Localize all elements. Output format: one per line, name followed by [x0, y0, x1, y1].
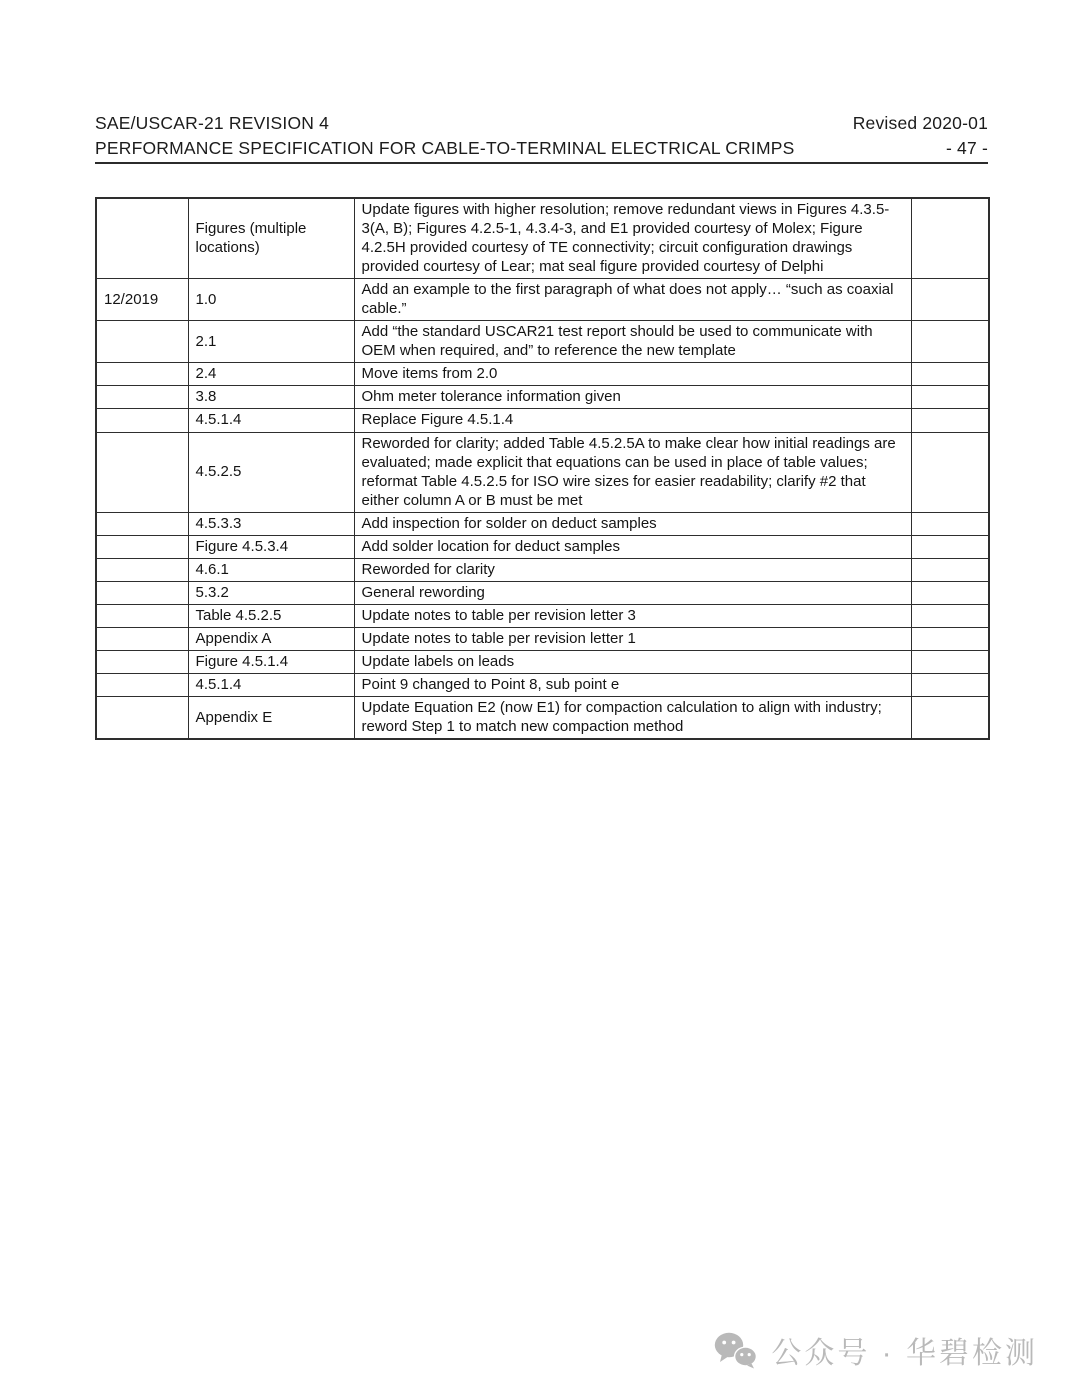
description-cell: Add inspection for solder on deduct samples — [354, 512, 911, 535]
description-cell: Update Equation E2 (now E1) for compaction calculation to align with industry; reword Step 1 to match new compaction method — [354, 697, 911, 740]
wechat-icon — [714, 1332, 758, 1369]
description-cell: Replace Figure 4.5.1.4 — [354, 409, 911, 432]
revision-date-cell — [96, 627, 188, 650]
description-cell: Add solder location for deduct samples — [354, 535, 911, 558]
section-cell: 4.5.3.3 — [188, 512, 354, 535]
page-number: - 47 - — [945, 138, 988, 158]
table-row — [96, 558, 989, 581]
spec-title: PERFORMANCE SPECIFICATION FOR CABLE-TO-TERMINAL ELECTRICAL CRIMPS — [95, 138, 795, 158]
notes-cell — [911, 198, 989, 279]
section-cell: 5.3.2 — [188, 581, 354, 604]
notes-cell — [911, 279, 989, 321]
table-row — [96, 674, 989, 697]
notes-cell — [911, 432, 989, 512]
header-line-2 — [95, 138, 988, 164]
table-row — [96, 627, 989, 650]
description-cell: Add an example to the first paragraph of what does not apply… “such as coaxial cable.” — [354, 279, 911, 321]
section-cell: 4.5.1.4 — [188, 409, 354, 432]
revision-date-cell — [96, 432, 188, 512]
description-cell: Point 9 changed to Point 8, sub point e — [354, 674, 911, 697]
table-row — [96, 363, 989, 386]
page-header — [95, 113, 988, 164]
description-cell: Update figures with higher resolution; remove redundant views in Figures 4.3.5-3(A, B); Figures 4.2.5-1, 4.3.4-3, and E1 provided courtesy of Molex; Figure 4.2.5H provided courtesy of TE connectivity; circuit configuration drawings provided courtesy of Lear; mat seal figure provided courtesy of Delphi — [354, 198, 911, 279]
revision-date-cell — [96, 386, 188, 409]
description-cell: Ohm meter tolerance information given — [354, 386, 911, 409]
section-cell: 4.6.1 — [188, 558, 354, 581]
revision-history-table — [95, 197, 990, 740]
table-row — [96, 409, 989, 432]
section-cell: Figure 4.5.1.4 — [188, 650, 354, 673]
table-row — [96, 604, 989, 627]
table-row — [96, 581, 989, 604]
revised-date: Revised 2020-01 — [852, 113, 988, 133]
section-cell: 2.4 — [188, 363, 354, 386]
notes-cell — [911, 363, 989, 386]
section-cell: 4.5.2.5 — [188, 432, 354, 512]
description-cell: General rewording — [354, 581, 911, 604]
table-row — [96, 697, 989, 740]
notes-cell — [911, 409, 989, 432]
section-cell: Figures (multiple locations) — [188, 198, 354, 279]
notes-cell — [911, 604, 989, 627]
table-row — [96, 386, 989, 409]
revision-date-cell — [96, 650, 188, 673]
notes-cell — [911, 386, 989, 409]
description-cell: Update notes to table per revision letter 3 — [354, 604, 911, 627]
doc-title: SAE/USCAR-21 REVISION 4 — [95, 113, 330, 133]
notes-cell — [911, 558, 989, 581]
section-cell: Appendix A — [188, 627, 354, 650]
section-cell: 4.5.1.4 — [188, 674, 354, 697]
table-row — [96, 650, 989, 673]
description-cell: Move items from 2.0 — [354, 363, 911, 386]
revision-date-cell — [96, 363, 188, 386]
header-line-1 — [95, 113, 988, 134]
revision-date-cell — [96, 581, 188, 604]
notes-cell — [911, 674, 989, 697]
revision-date-cell — [96, 604, 188, 627]
notes-cell — [911, 627, 989, 650]
revision-date-cell — [96, 558, 188, 581]
description-cell: Update labels on leads — [354, 650, 911, 673]
revision-date-cell — [96, 321, 188, 363]
section-cell: 1.0 — [188, 279, 354, 321]
revision-history-table-wrap — [95, 197, 990, 740]
revision-date-cell — [96, 697, 188, 740]
watermark — [714, 1328, 1038, 1372]
section-cell: Table 4.5.2.5 — [188, 604, 354, 627]
notes-cell — [911, 512, 989, 535]
section-cell: Figure 4.5.3.4 — [188, 535, 354, 558]
description-cell: Update notes to table per revision letter 1 — [354, 627, 911, 650]
revision-date-cell — [96, 409, 188, 432]
table-row — [96, 279, 989, 321]
revision-date-cell — [96, 512, 188, 535]
table-row — [96, 512, 989, 535]
watermark-text: 公众号 · 华碧检测 — [771, 1337, 1038, 1370]
revision-date-cell: 12/2019 — [96, 279, 188, 321]
notes-cell — [911, 697, 989, 740]
revision-date-cell — [96, 198, 188, 279]
table-row — [96, 432, 989, 512]
table-row — [96, 535, 989, 558]
table-row — [96, 198, 989, 279]
notes-cell — [911, 321, 989, 363]
notes-cell — [911, 581, 989, 604]
section-cell: 2.1 — [188, 321, 354, 363]
notes-cell — [911, 650, 989, 673]
notes-cell — [911, 535, 989, 558]
description-cell: Reworded for clarity — [354, 558, 911, 581]
description-cell: Reworded for clarity; added Table 4.5.2.5A to make clear how initial readings are evaluated; made explicit that equations can be used in place of table values; reformat Table 4.5.2.5 for ISO wire sizes for easier readability; clarify #2 that either column A or B must be met — [354, 432, 911, 512]
section-cell: Appendix E — [188, 697, 354, 740]
description-cell: Add “the standard USCAR21 test report should be used to communicate with OEM when required, and” to reference the new template — [354, 321, 911, 363]
section-cell: 3.8 — [188, 386, 354, 409]
revision-date-cell — [96, 535, 188, 558]
table-row — [96, 321, 989, 363]
revision-date-cell — [96, 674, 188, 697]
